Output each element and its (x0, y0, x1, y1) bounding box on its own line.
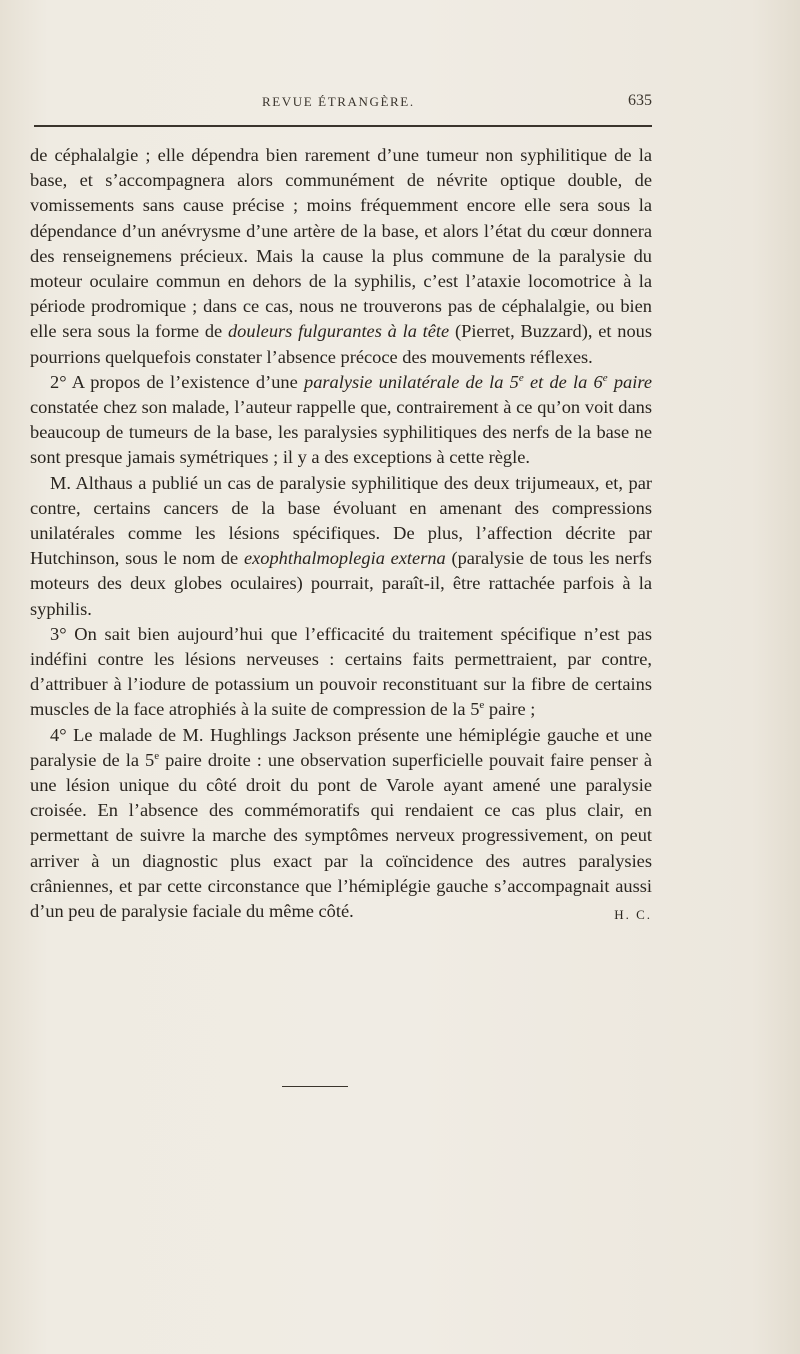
italic-phrase: douleurs fulgurantes à la tête (227, 321, 450, 342)
page-number: 635 (628, 92, 652, 109)
end-rule (282, 1086, 348, 1087)
paragraph-4: 3° On sait bien aujourd’hui que l’efficacité du traitement spécifique n’est pas indéfini contre les lésions nerveuses : certains faits permettraient, par contre, d’attribuer à l’iodure de potassium un pouvoir reconstituant sur la fibre de certains muscles de la face atrophiés à la suite de compression de la 5e paire ; (30, 623, 652, 720)
paragraph-5: 4° Le malade de M. Hughlings Jackson présente une hémiplégie gauche et une paralysie de la 5e paire droite : une observation superficielle pouvait faire penser à une lésion unique du côté droit du pont de Varole ayant amené une paralysie croisée. En l’absence des commémoratifs qui rendaient ce cas plus clair, en permettant de suivre la marche des symptômes nerveux progressivement, on peut arriver à un diagnostic plus exact par la coïncidence des autres paralysies crâniennes, et par cette circonstance que l’hémiplégie gauche s’accompagnait aussi d’un peu de paralysie faciale du même côté. H. C. (30, 723, 652, 925)
paragraph-1: de céphalalgie ; elle dépendra bien rarement d’une tumeur non syphilitique de la base, et s’accompagnera alors communément de névrite optique double, de vomissements sans cause précise ; moins fréquemment encore elle sera sous la dépendance d’un anévrysme d’une artère de la base, et alors l’état du cœur donnera des renseignemens précieux. Mais la cause la plus commune de la paralysie du moteur oculaire commun en dehors de la syphilis, c’est l’ataxie locomotrice à la période prodromique ; dans ce cas, nous ne trouverons pas de céphalalgie, ou bien elle sera sous la forme de douleurs fulgurantes à la tête (Pierret, Buzzard), et nous pourrions quelquefois constater l’absence précoce des mouvements réflexes. (30, 145, 652, 367)
page-header (34, 92, 654, 114)
italic-phrase: exophthalmoplegia externa (243, 548, 446, 569)
italic-phrase: paralysie unilatérale de la 5e et de la 6e paire (304, 371, 652, 392)
header-rule (34, 125, 652, 127)
article-body (30, 143, 652, 927)
paragraph-3: M. Althaus a publié un cas de paralysie syphilitique des deux trijumeaux, et, par contre, certains cancers de la base évoluant en amenant des compressions unilatérales comme les lésions spécifiques. De plus, l’affection décrite par Hutchinson, sous le nom de exophthalmoplegia externa (paralysie de tous les nerfs moteurs des deux globes oculaires) pourrait, paraît-il, être rattachée parfois à la syphilis. (30, 472, 652, 619)
running-title: REVUE ÉTRANGÈRE. (262, 94, 415, 109)
paragraph-2: 2° A propos de l’existence d’une paralysie unilatérale de la 5e et de la 6e paire constatée chez son malade, l’auteur rappelle que, contrairement à ce qu’on voit dans beaucoup de tumeurs de la base, les paralysies syphilitiques des nerfs de la base ne sont presque jamais symétriques ; il y a des exceptions à cette règle. (30, 371, 652, 468)
author-signature: H. C. (614, 907, 652, 923)
